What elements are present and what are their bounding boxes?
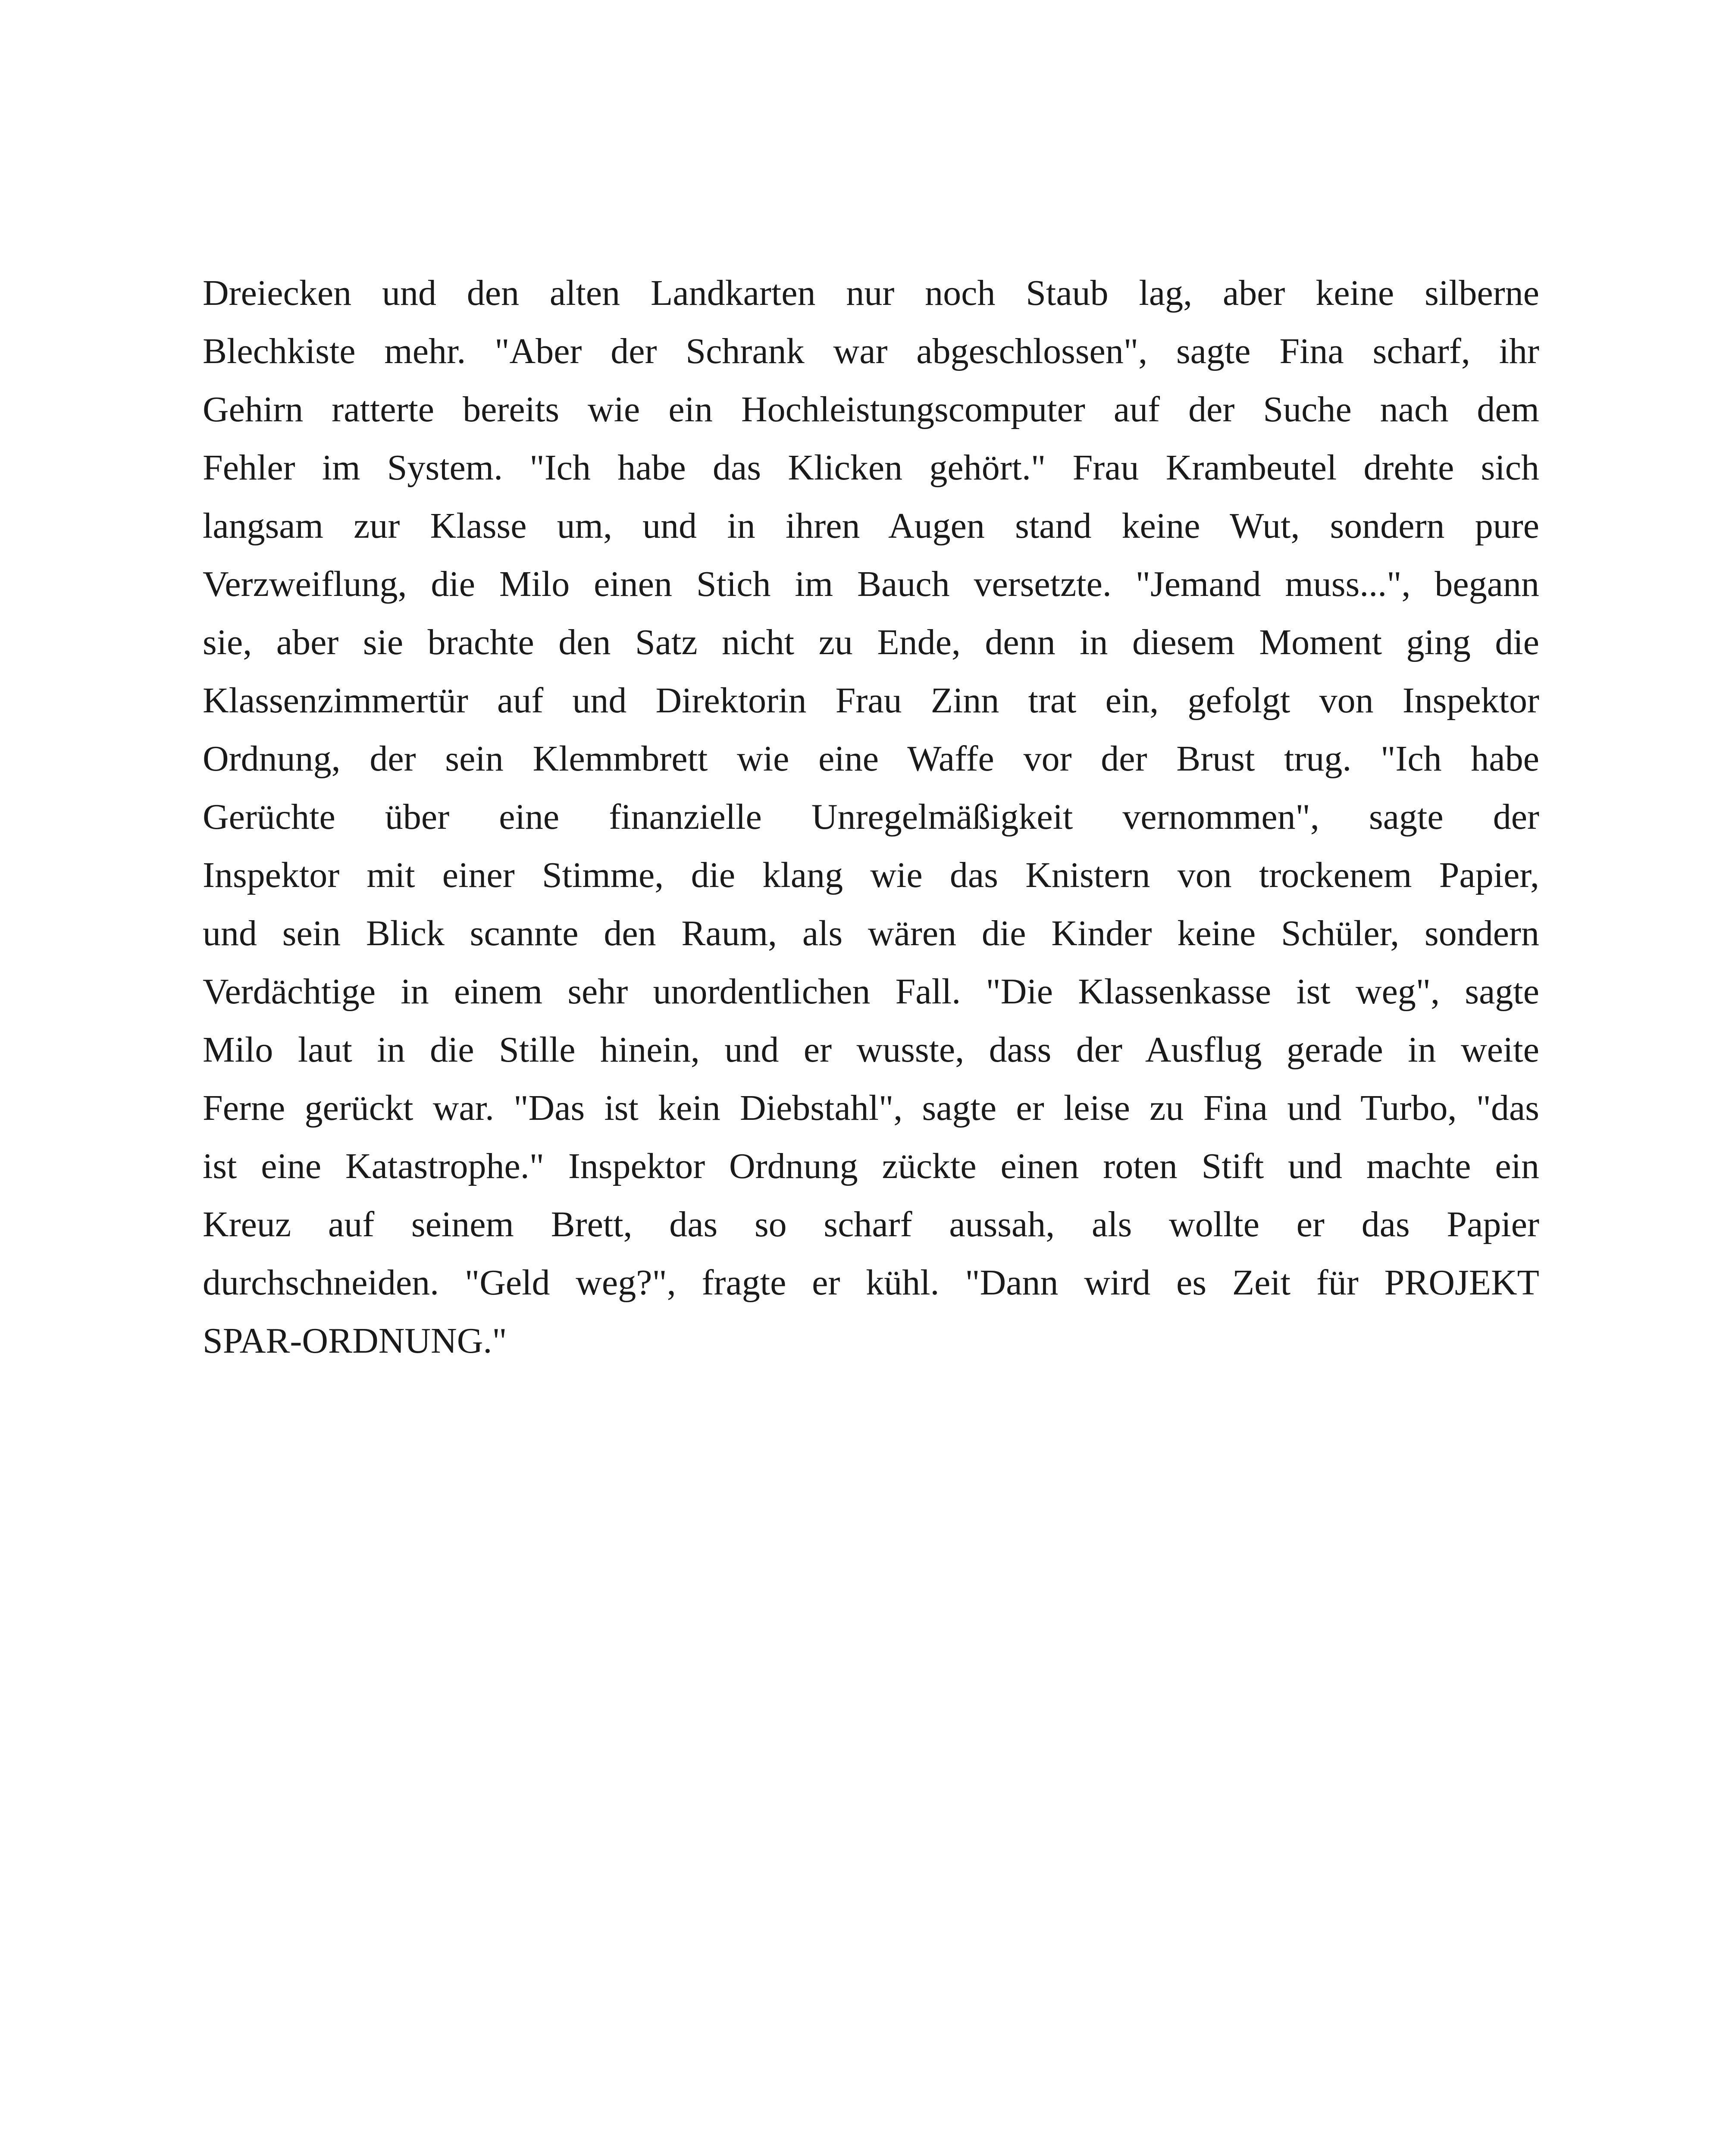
text-line-16: ist eine Katastrophe." Inspektor Ordnung zückte einen roten Stift und machte ein: [203, 1146, 1539, 1186]
text-line-18: durchschneiden. "Geld weg?", fragte er kühl. "Dann wird es Zeit für PROJEKT: [203, 1263, 1539, 1303]
text-line-14: Milo laut in die Stille hinein, und er wusste, dass der Ausflug gerade in weite: [203, 1030, 1539, 1070]
text-line-7: sie, aber sie brachte den Satz nicht zu Ende, denn in diesem Moment ging die: [203, 622, 1539, 662]
text-line-4: Fehler im System. "Ich habe das Klicken gehört." Frau Krambeutel drehte sich: [203, 448, 1539, 488]
text-line-17: Kreuz auf seinem Brett, das so scharf aussah, als wollte er das Papier: [203, 1204, 1539, 1244]
text-line-9: Ordnung, der sein Klemmbrett wie eine Waffe vor der Brust trug. "Ich habe: [203, 739, 1539, 779]
text-line-3: Gehirn ratterte bereits wie ein Hochleistungscomputer auf der Suche nach dem: [203, 389, 1539, 429]
text-line-6: Verzweiflung, die Milo einen Stich im Bauch versetzte. "Jemand muss...", begann: [203, 564, 1539, 604]
text-line-12: und sein Blick scannte den Raum, als wären die Kinder keine Schüler, sondern: [203, 913, 1539, 953]
text-line-1: Dreiecken und den alten Landkarten nur noch Staub lag, aber keine silberne: [203, 273, 1539, 313]
text-line-5: langsam zur Klasse um, und in ihren Augen stand keine Wut, sondern pure: [203, 506, 1539, 546]
text-line-13: Verdächtige in einem sehr unordentlichen Fall. "Die Klassenkasse ist weg", sagte: [203, 971, 1539, 1012]
body-paragraph: [203, 264, 1539, 1370]
text-line-19: SPAR-ORDNUNG.": [203, 1321, 507, 1361]
text-line-11: Inspektor mit einer Stimme, die klang wie das Knistern von trockenem Papier,: [203, 855, 1539, 895]
text-line-15: Ferne gerückt war. "Das ist kein Diebstahl", sagte er leise zu Fina und Turbo, "das: [203, 1088, 1539, 1128]
text-line-8: Klassenzimmertür auf und Direktorin Frau Zinn trat ein, gefolgt von Inspektor: [203, 680, 1539, 721]
text-line-10: Gerüchte über eine finanzielle Unregelmäßigkeit vernommen", sagte der: [203, 797, 1539, 837]
text-line-2: Blechkiste mehr. "Aber der Schrank war abgeschlossen", sagte Fina scharf, ihr: [203, 331, 1539, 371]
